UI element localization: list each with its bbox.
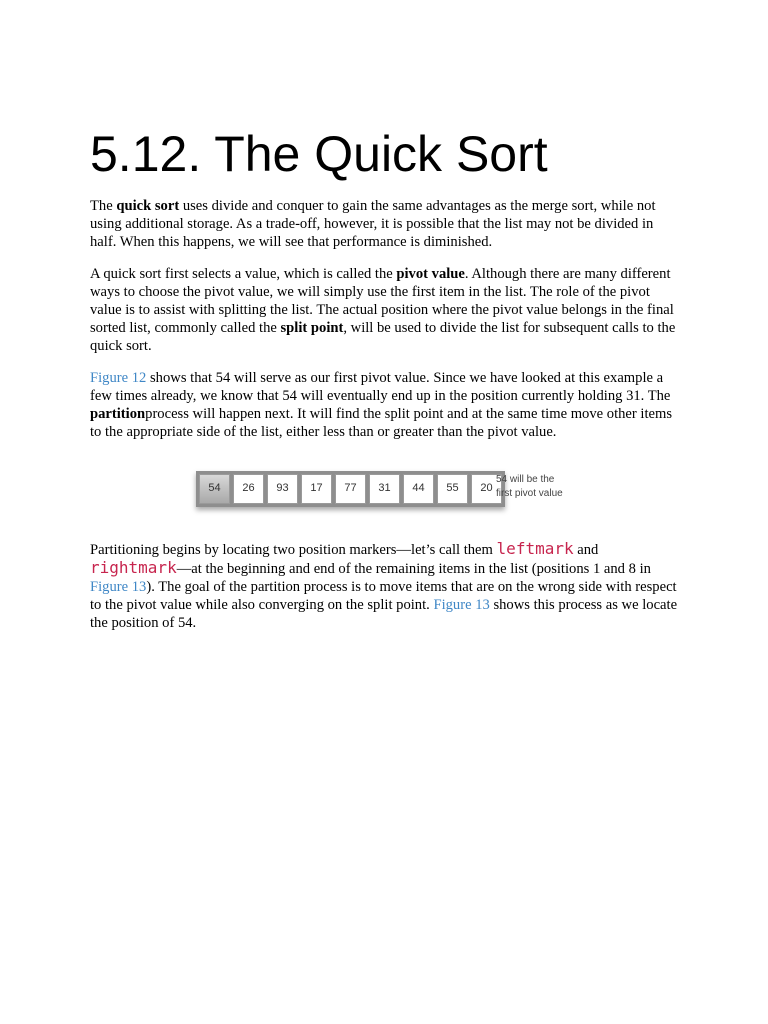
term-split-point: split point — [280, 319, 344, 336]
document-body — [90, 198, 680, 648]
list-cell: 17 — [301, 474, 332, 504]
list-cell: 55 — [437, 474, 468, 504]
annotation-line-2: first pivot value — [496, 487, 563, 499]
text: . Although there are many different ways to choose the pivot value, we will simply use the first item in the list. The role of the pivot value is to assist with splitting the list. The actual position where the pivot value belongs in the final sorted list, commonly called the — [90, 266, 674, 336]
term-quick-sort: quick sort — [116, 198, 180, 214]
code-rightmark: rightmark — [90, 558, 177, 578]
term-partition: partition — [90, 405, 146, 422]
text: —at the beginning and end of the remaining items in the list (positions 1 and 8 in — [176, 561, 651, 578]
list-cell: 93 — [267, 474, 298, 504]
figure-12 — [90, 461, 680, 523]
list-cells — [196, 471, 505, 507]
link-figure-13[interactable]: Figure 13 — [433, 596, 490, 613]
list-cell: 20 — [471, 474, 502, 504]
page-title: 5.12. The Quick Sort — [90, 126, 548, 182]
text: shows this process as we locate the position of 54. — [90, 596, 678, 631]
paragraph-pivot — [90, 266, 680, 355]
list-cell: 44 — [403, 474, 434, 504]
text: and — [573, 541, 599, 558]
list-cell-pivot: 54 — [199, 474, 230, 504]
list-cell: 26 — [233, 474, 264, 504]
annotation-line-1: 54 will be the — [496, 473, 555, 485]
paragraph-intro — [90, 198, 680, 251]
figure-annotation — [496, 473, 563, 501]
text: Partitioning begins by locating two position markers—let’s call them — [90, 541, 497, 558]
text: shows that 54 will serve as our first pivot value. Since we have looked at this example a few times already, we know that 54 will eventually end up in the position currently holding 31. The — [90, 370, 671, 405]
text: A quick sort first selects a value, which is called the — [90, 266, 397, 283]
link-figure-13[interactable]: Figure 13 — [90, 579, 147, 596]
list-cell: 77 — [335, 474, 366, 504]
term-pivot-value: pivot value — [396, 266, 465, 283]
link-figure-12[interactable]: Figure 12 — [90, 370, 147, 387]
text: process will happen next. It will find the split point and at the same time move other items to the appropriate side of the list, either less than or greater than the pivot value. — [90, 405, 673, 440]
list-cell: 31 — [369, 474, 400, 504]
code-leftmark: leftmark — [496, 538, 574, 558]
text: ). The goal of the partition process is to move items that are on the wrong side with respect to the pivot value while also converging on the split point. — [90, 579, 677, 613]
paragraph-figure12 — [90, 370, 680, 441]
text: uses divide and conquer to gain the same advantages as the merge sort, while not using additional storage. As a trade-off, however, it is possible that the list may not be divided in half. When this happens, we will see that performance is diminished. — [90, 198, 656, 250]
paragraph-partitioning — [90, 540, 680, 633]
text: The — [90, 198, 117, 214]
text: , will be used to divide the list for subsequent calls to the quick sort. — [90, 319, 676, 354]
